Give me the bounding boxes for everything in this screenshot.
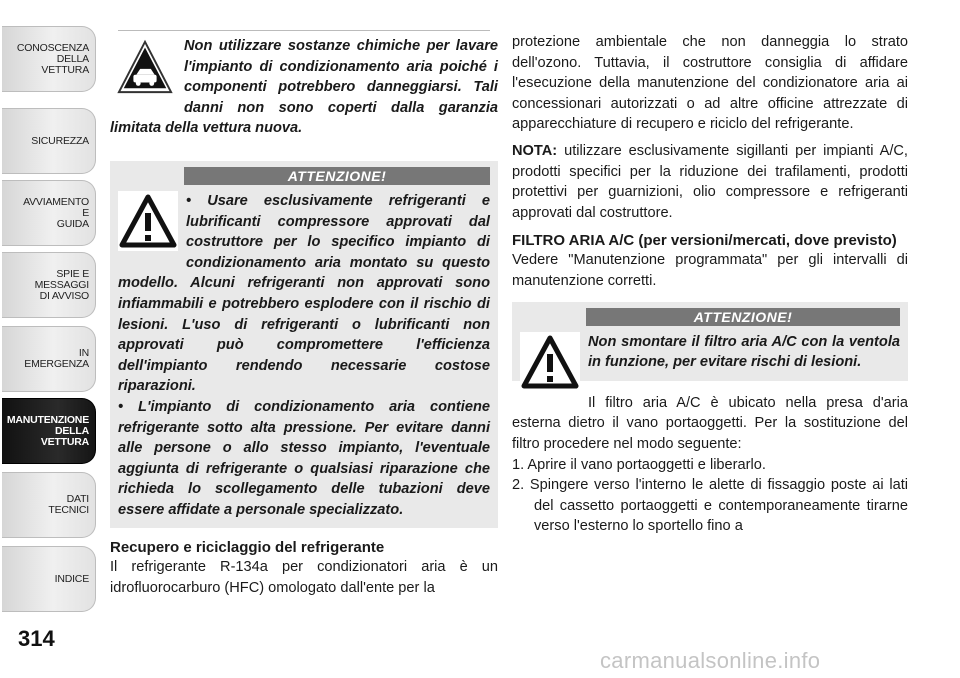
filter-title: FILTRO ARIA A/C (per versioni/mercati, dove previsto) (512, 232, 897, 250)
note-block (110, 36, 498, 139)
warning-title: ATTENZIONE! (586, 308, 900, 326)
tab-sicurezza[interactable] (2, 108, 96, 174)
exclamation-triangle-icon (520, 332, 580, 392)
tab-label: SICUREZZA (31, 134, 89, 147)
divider (118, 30, 490, 31)
warning-bullet-1: • Usare esclusivamente refrigeranti e lubrificanti compressore approvati dal costruttore per lo specifico impianto di condizionamento aria montato su questo modello. Alcuni refrigeranti non approvati sono infiammabili e potrebbero esplodere con il rischio di lesioni. L'uso di refrigeranti o lubrificanti non approvati può compromettere l'efficienza dell'impianto rendendo necessarie costose riparazioni. (118, 192, 490, 395)
right-column (512, 0, 908, 537)
list-item: 2. Spingere verso l'interno le alette di fissaggio poste ai lati del cassetto portaoggetti e contemporaneamente tirarne verso l'esterno lo sportello fino a (512, 477, 908, 535)
tab-label: MANUTENZIONE DELLA VETTURA (6, 413, 89, 448)
tab-label: SPIE E MESSAGGI DI AVVISO (34, 267, 89, 302)
tab-emergenza[interactable] (2, 326, 96, 392)
filter-text: Vedere "Manutenzione programmata" per gli intervalli di manutenzione corretti. (512, 252, 908, 289)
warning-box (110, 161, 498, 529)
car-warning-icon (116, 38, 174, 96)
tab-label: AVVIAMENTO E GUIDA (23, 195, 89, 230)
exclamation-triangle-icon (118, 191, 178, 251)
note-text: Non utilizzare sostanze chimiche per lavare l'impianto di condizionamento aria poiché i componenti potrebbero danneggiarsi. Tali danni non sono coperti dalla garanzia limitata della vettura nuova. (110, 38, 498, 137)
nota-paragraph (512, 141, 908, 223)
tab-avviamento[interactable] (2, 180, 96, 246)
tab-label: DATI TECNICI (48, 493, 89, 516)
tab-dati-tecnici[interactable] (2, 472, 96, 538)
tab-spie[interactable] (2, 252, 96, 318)
warning-bullet-2: • L'impianto di condizionamento aria contiene refrigerante sotto alta pressione. Per evitare danni alle persone o allo stesso impianto, l'eventuale aggiunta di refrigerante o qualsiasi riparazione che richieda lo scollegamento delle tubazioni deve essere affidate a personale specializzato. (118, 398, 490, 518)
tab-label: CONOSCENZA DELLA VETTURA (16, 41, 89, 76)
section-text: Il refrigerante R-134a per condizionatori aria è un idrofluorocarburo (HFC) omologato dall'ente per la (110, 559, 498, 597)
warning-title: ATTENZIONE! (184, 167, 490, 185)
paragraph: protezione ambientale che non danneggia lo strato dell'ozono. Tuttavia, il costruttore consiglia di affidare l'esecuzione della manutenzione del condizionatore aria ai concessionari autorizzati o ad altre officine attrezzate di apparecchiature di recupero e riciclo del refrigerante. (512, 34, 908, 133)
left-column (110, 0, 498, 599)
tab-label: IN EMERGENZA (24, 347, 89, 370)
section-title: Recupero e riciclaggio del refrigerante (110, 539, 385, 557)
location-text: Il filtro aria A/C è ubicato nella presa d'aria esterna dietro il vano portaoggetti. Per la sostituzione del filtro procedere nel modo seguente: (512, 394, 908, 452)
warning-box-right (512, 302, 908, 381)
warning-text: Non smontare il filtro aria A/C con la ventola in funzione, per evitare rischi di lesioni. (588, 333, 900, 371)
nota-text: utilizzare esclusivamente sigillanti per impianti A/C, prodotti specifici per la riduzione dei trafilamenti, prodotti protettivi per guarnizioni, olio compressore e refrigeranti approvati dal costruttore. (512, 142, 908, 221)
tab-indice[interactable] (2, 546, 96, 612)
chapter-tabs (0, 0, 98, 620)
page-number: 314 (18, 626, 55, 651)
tab-manutenzione[interactable] (2, 398, 96, 464)
tab-conoscenza[interactable] (2, 26, 96, 92)
watermark: carmanualsonline.info (600, 648, 821, 673)
nota-label: NOTA: (512, 142, 558, 159)
steps-list (512, 455, 908, 537)
list-item: 1. Aprire il vano portaoggetti e liberarlo. (512, 456, 766, 473)
tab-label: INDICE (54, 572, 89, 585)
